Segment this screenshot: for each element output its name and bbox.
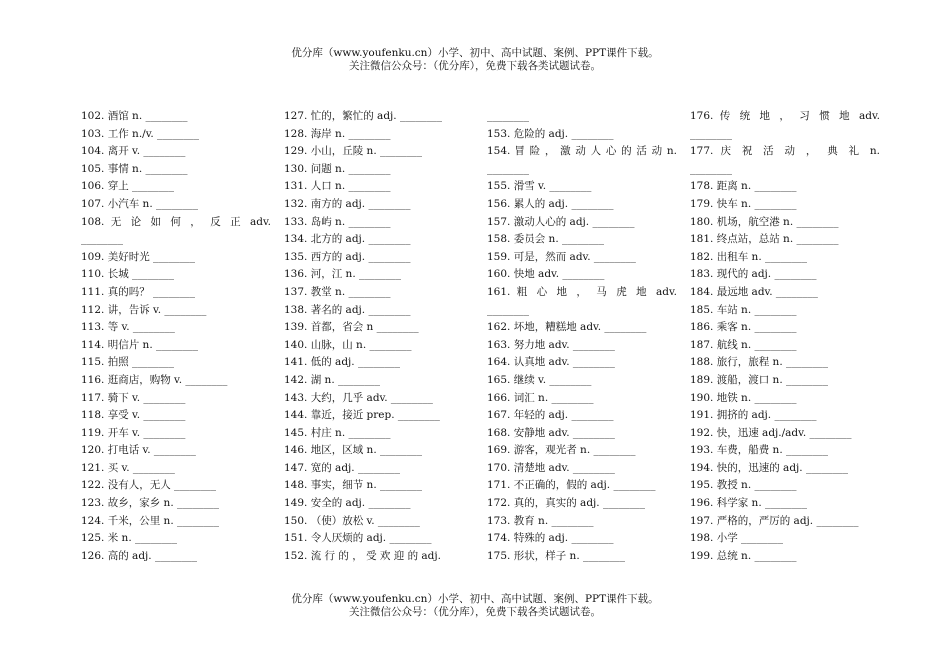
vocab-item: 178. 距离 n. ________: [690, 180, 797, 193]
vocab-item-text: 177. 庆 祝 活 动 ， 典 礼 n.: [690, 145, 880, 158]
footer-line-1: 优分库（www.youfenku.cn）小学、初中、高中试题、案例、PPT课件下载。: [291, 593, 659, 605]
vocab-item: 131. 人口 n. ________: [284, 180, 391, 193]
vocab-item: 175. 形状，样子 n. ________: [487, 549, 625, 562]
vocab-item: 150. （使）放松 v. ________: [284, 514, 420, 527]
page-header: [0, 47, 950, 72]
vocab-item-blank: ________: [487, 303, 529, 316]
vocab-item: 185. 车站 n. ________: [690, 303, 797, 316]
vocab-item: [690, 108, 880, 143]
vocab-item: 190. 地铁 n. ________: [690, 391, 797, 404]
vocab-item: 181. 终点站，总站 n. ________: [690, 233, 839, 246]
vocab-item: 140. 山脉，山 n. ________: [284, 338, 412, 351]
vocab-item: 121. 买 v. ________: [81, 461, 175, 474]
vocab-item: 160. 快地 adv. ________: [487, 268, 605, 281]
vocab-item: 155. 滑雪 v. ________: [487, 180, 592, 193]
vocab-item: [487, 284, 677, 319]
vocab-item: 137. 教堂 n. ________: [284, 285, 391, 298]
vocab-item: 167. 年轻的 adj. ________: [487, 409, 614, 422]
vocab-item: 186. 乘客 n. ________: [690, 321, 797, 334]
vocab-item: 152. 流 行 的 ， 受 欢 迎 的 adj.: [284, 549, 441, 562]
vocab-column-4: [690, 108, 880, 565]
vocab-item: 172. 真的，真实的 adj. ________: [487, 497, 645, 510]
vocab-item: 144. 靠近，接近 prep. ________: [284, 409, 440, 422]
vocab-item: [81, 214, 271, 249]
vocab-item: 193. 车费，船费 n. ________: [690, 444, 828, 457]
vocab-item: 164. 认真地 adv. ________: [487, 356, 615, 369]
vocab-item: 109. 美好时光 ________: [81, 250, 196, 263]
vocab-item: 102. 酒馆 n. ________: [81, 110, 188, 122]
vocab-item: 188. 旅行，旅程 n. ________: [690, 356, 828, 369]
vocab-item: 135. 西方的 adj. ________: [284, 250, 411, 263]
header-line-2: 关注微信公众号：（优分库），免费下载各类试题试卷。: [349, 59, 601, 72]
vocab-item: 107. 小汽车 n. ________: [81, 197, 198, 210]
vocab-item: 196. 科学家 n. ________: [690, 497, 807, 510]
vocab-item: 110. 长城 ________: [81, 268, 175, 281]
vocab-item: 138. 著名的 adj. ________: [284, 303, 411, 316]
vocab-item-text: 176. 传 统 地 ， 习 惯 地 adv.: [690, 110, 880, 122]
vocab-item: [487, 143, 677, 178]
vocab-item-blank: ________: [690, 162, 732, 175]
vocab-item: 106. 穿上 ________: [81, 180, 175, 193]
vocab-item: 114. 明信片 n. ________: [81, 338, 198, 351]
vocab-item-text: 161. 粗 心 地 ， 马 虎 地 adv.: [487, 285, 677, 298]
vocab-item: 199. 总统 n. ________: [690, 549, 797, 562]
vocab-item: 158. 委员会 n. ________: [487, 233, 604, 246]
vocab-item: 198. 小学 ________: [690, 532, 784, 545]
vocab-item: 153. 危险的 adj. ________: [487, 127, 614, 140]
vocab-item: 191. 拥挤的 adj. ________: [690, 409, 817, 422]
vocab-item-text: 108. 无 论 如 何 ， 反 正 adv.: [81, 215, 271, 228]
vocab-item: 134. 北方的 adj. ________: [284, 233, 411, 246]
vocab-item-blank: ________: [81, 233, 123, 246]
vocab-item: 183. 现代的 adj. ________: [690, 268, 817, 281]
vocab-item: 146. 地区，区域 n. ________: [284, 444, 422, 457]
vocab-item: 115. 拍照 ________: [81, 356, 175, 369]
vocab-item: 104. 离开 v. ________: [81, 145, 186, 158]
vocab-item: 103. 工作 n./v. ________: [81, 127, 200, 140]
vocab-item: 174. 特殊的 adj. ________: [487, 532, 614, 545]
vocab-item: 187. 航线 n. ________: [690, 338, 797, 351]
vocab-item: 113. 等 v. ________: [81, 321, 175, 334]
vocab-item-blank: ________: [487, 162, 529, 175]
vocab-item: 165. 继续 v. ________: [487, 373, 592, 386]
vocab-item: 163. 努力地 adv. ________: [487, 338, 615, 351]
vocab-item: 194. 快的，迅速的 adj. ________: [690, 461, 848, 474]
vocab-item: 189. 渡船，渡口 n. ________: [690, 373, 828, 386]
vocab-item: 133. 岛屿 n. ________: [284, 215, 391, 228]
vocab-item: 159. 可是，然而 adv. ________: [487, 250, 636, 263]
vocab-item: 122. 没有人，无人 ________: [81, 479, 217, 492]
vocab-item: 162. 坏地，糟糕地 adv. ________: [487, 321, 647, 334]
vocab-item: 119. 开车 v. ________: [81, 426, 186, 439]
vocab-item: 136. 河，江 n. ________: [284, 268, 401, 281]
vocab-item: 128. 海岸 n. ________: [284, 127, 391, 140]
vocab-item: 130. 问题 n. ________: [284, 162, 391, 175]
vocab-item: 151. 令人厌烦的 adj. ________: [284, 532, 432, 545]
vocab-column-3: [487, 108, 677, 565]
vocab-item: 166. 词汇 n. ________: [487, 391, 594, 404]
vocab-item: 156. 累人的 adj. ________: [487, 197, 614, 210]
vocab-item: 117. 骑下 v. ________: [81, 391, 186, 404]
vocab-item: 124. 千米，公里 n. ________: [81, 514, 219, 527]
vocab-item: 142. 湖 n. ________: [284, 373, 380, 386]
vocab-item: 116. 逛商店，购物 v. ________: [81, 373, 228, 386]
vocab-item: 148. 事实，细节 n. ________: [284, 479, 422, 492]
vocab-item: 111. 真的吗？ ________: [81, 285, 196, 298]
continued-blank: ________: [487, 110, 529, 122]
vocab-item: 145. 村庄 n. ________: [284, 426, 391, 439]
vocab-item: 195. 教授 n. ________: [690, 479, 797, 492]
vocab-item: 192. 快，迅速 adj./adv. ________: [690, 426, 852, 439]
vocab-item: 120. 打电话 v. ________: [81, 444, 196, 457]
vocab-item: 157. 激动人心的 adj. ________: [487, 215, 635, 228]
vocab-item: 125. 米 n. ________: [81, 532, 177, 545]
vocab-item: 182. 出租车 n. ________: [690, 250, 807, 263]
vocab-item: 180. 机场，航空港 n. ________: [690, 215, 839, 228]
vocab-item: [690, 143, 880, 178]
vocab-column-1: [81, 108, 271, 565]
footer-line-2: 关注微信公众号：（优分库），免费下载各类试题试卷。: [349, 605, 601, 618]
vocab-column-2: [284, 108, 474, 565]
vocab-item: 197. 严格的，严厉的 adj. ________: [690, 514, 859, 527]
vocab-item: 149. 安全的 adj. ________: [284, 497, 411, 510]
vocab-item: 127. 忙的，繁忙的 adj. ________: [284, 110, 442, 122]
header-line-1: 优分库（www.youfenku.cn）小学、初中、高中试题、案例、PPT课件下载。: [291, 47, 659, 59]
vocab-item: 171. 不正确的，假的 adj. ________: [487, 479, 656, 492]
vocab-item: 184. 最远地 adv. ________: [690, 285, 818, 298]
vocab-item: 118. 享受 v. ________: [81, 409, 186, 422]
vocab-item: 168. 安静地 adv. ________: [487, 426, 615, 439]
vocab-item: 147. 宽的 adj. ________: [284, 461, 400, 474]
vocab-item: 105. 事情 n. ________: [81, 162, 188, 175]
vocab-item: 129. 小山，丘陵 n. ________: [284, 145, 422, 158]
vocab-item: 143. 大约，几乎 adv. ________: [284, 391, 433, 404]
vocab-item: 126. 高的 adj. ________: [81, 549, 197, 562]
vocab-item: 169. 游客，观光者 n. ________: [487, 444, 636, 457]
page-footer: [0, 593, 950, 618]
vocab-item: 141. 低的 adj. ________: [284, 356, 400, 369]
vocab-item: 123. 故乡，家乡 n. ________: [81, 497, 219, 510]
vocab-item: 170. 清楚地 adv. ________: [487, 461, 615, 474]
vocab-item: 139. 首都，省会 n ________: [284, 321, 419, 334]
vocab-item-blank: ________: [690, 127, 732, 140]
vocab-item: 112. 讲，告诉 v. ________: [81, 303, 207, 316]
vocab-item: 179. 快车 n. ________: [690, 197, 797, 210]
vocab-item: 132. 南方的 adj. ________: [284, 197, 411, 210]
vocab-item: 173. 教育 n. ________: [487, 514, 594, 527]
vocab-item-text: 154. 冒 险 ， 激 动 人 心 的 活 动 n.: [487, 145, 677, 158]
